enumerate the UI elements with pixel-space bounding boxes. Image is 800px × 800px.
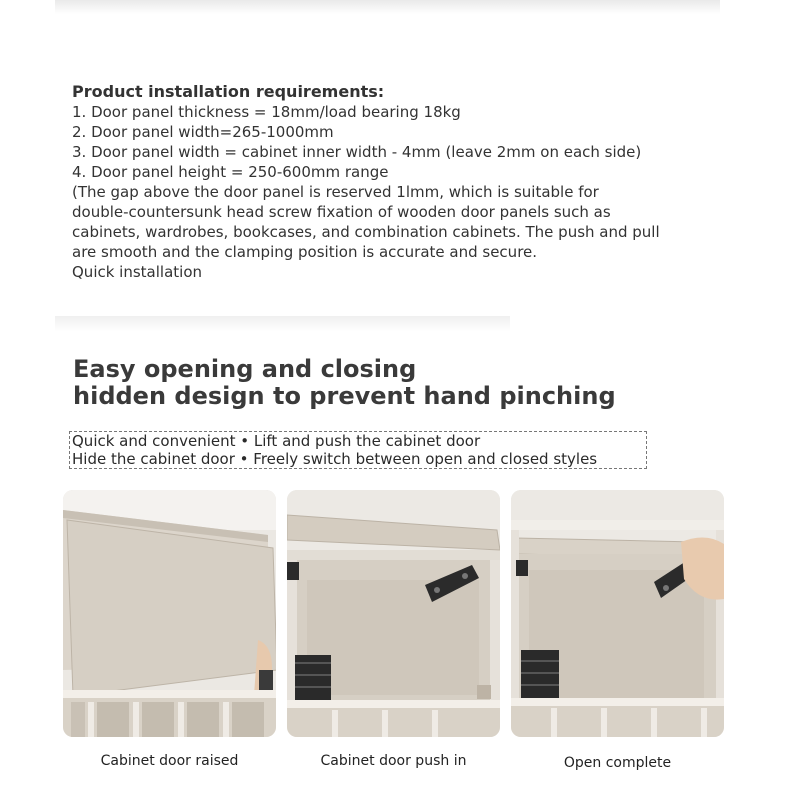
headline-line-2: hidden design to prevent hand pinching <box>73 382 616 410</box>
headline-line-1: Easy opening and closing <box>73 355 417 383</box>
quick-installation-line: Quick installation <box>72 263 203 281</box>
caption-open-complete: Open complete <box>563 755 672 771</box>
requirement-line: 4. Door panel height = 250-600mm range <box>72 163 389 181</box>
photo-open-complete <box>511 490 724 737</box>
features-box <box>69 431 647 469</box>
section-headline <box>73 356 616 410</box>
top-divider-shadow <box>55 0 720 14</box>
requirement-note-line: cabinets, wardrobes, bookcases, and combination cabinets. The push and pull <box>72 223 660 241</box>
section-divider-shadow <box>55 316 510 332</box>
cabinet-door-push-in-illustration <box>287 490 500 737</box>
requirements-title: Product installation requirements: <box>72 82 385 101</box>
requirement-note-line: double-countersunk head screw fixation of wooden door panels such as <box>72 203 611 221</box>
requirement-note-line: (The gap above the door panel is reserved 1lmm, which is suitable for <box>72 183 599 201</box>
installation-requirements <box>72 82 712 282</box>
requirement-line: 2. Door panel width=265-1000mm <box>72 123 334 141</box>
requirement-line: 1. Door panel thickness = 18mm/load bearing 18kg <box>72 103 461 121</box>
requirement-line: 3. Door panel width = cabinet inner width - 4mm (leave 2mm on each side) <box>72 143 642 161</box>
requirement-note-line: are smooth and the clamping position is accurate and secure. <box>72 243 538 261</box>
open-complete-illustration <box>511 490 724 737</box>
cabinet-door-raised-illustration <box>63 490 276 737</box>
photo-cabinet-door-push-in <box>287 490 500 737</box>
caption-cabinet-door-raised: Cabinet door raised <box>100 753 239 769</box>
feature-line-2: Hide the cabinet door • Freely switch between open and closed styles <box>72 450 598 468</box>
feature-line-1: Quick and convenient • Lift and push the cabinet door <box>72 432 481 450</box>
photo-cabinet-door-raised <box>63 490 276 737</box>
caption-cabinet-door-push-in: Cabinet door push in <box>320 753 467 769</box>
